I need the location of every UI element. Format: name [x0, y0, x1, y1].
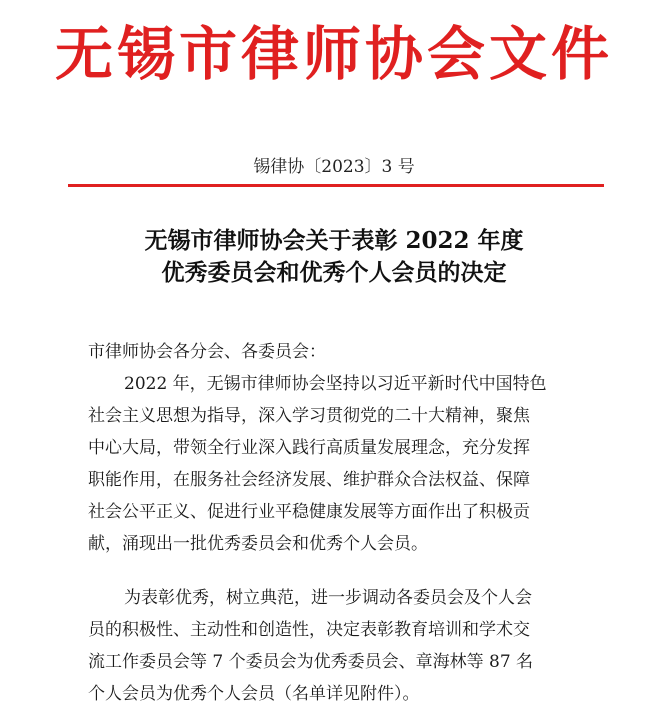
masthead-title: 无锡市律师协会文件: [54, 20, 613, 88]
paragraph-1-line: 社会主义思想为指导，深入学习贯彻党的二十大精神，聚焦: [88, 406, 530, 426]
paragraph-2-line: 流工作委员会等 7 个委员会为优秀委员会、章海林等 87 名: [88, 652, 534, 672]
paragraph-2-line: 员的积极性、主动性和创造性，决定表彰教育培训和学术交: [88, 620, 530, 640]
paragraph-2-line: 为表彰优秀，树立典范，进一步调动各委员会及个人会: [124, 588, 532, 608]
paragraph-1-line: 献，涌现出一批优秀委员会和优秀个人会员。: [88, 534, 428, 554]
document-number: 锡律协〔2023〕3 号: [253, 157, 415, 177]
salutation: 市律师协会各分会、各委员会：: [88, 342, 326, 362]
paragraph-1-line: 中心大局，带领全行业深入践行高质量发展理念，充分发挥: [88, 438, 530, 458]
document-title: [0, 223, 668, 287]
title-line-1: 无锡市律师协会关于表彰 2022 年度: [144, 227, 524, 254]
title-line-2: 优秀委员会和优秀个人会员的决定: [161, 259, 507, 286]
paragraph-1-line: 职能作用，在服务社会经济发展、维护群众合法权益、保障: [88, 470, 530, 490]
paragraph-1: [88, 368, 618, 560]
paragraph-1-line: 2022 年，无锡市律师协会坚持以习近平新时代中国特色: [124, 374, 547, 394]
paragraph-1-line: 社会公平正义、促进行业平稳健康发展等方面作出了积极贡: [88, 502, 530, 522]
red-divider-rule: [68, 184, 604, 187]
paragraph-2: [88, 582, 618, 710]
paragraph-2-line: 个人会员为优秀个人会员（名单详见附件）。: [88, 684, 420, 704]
